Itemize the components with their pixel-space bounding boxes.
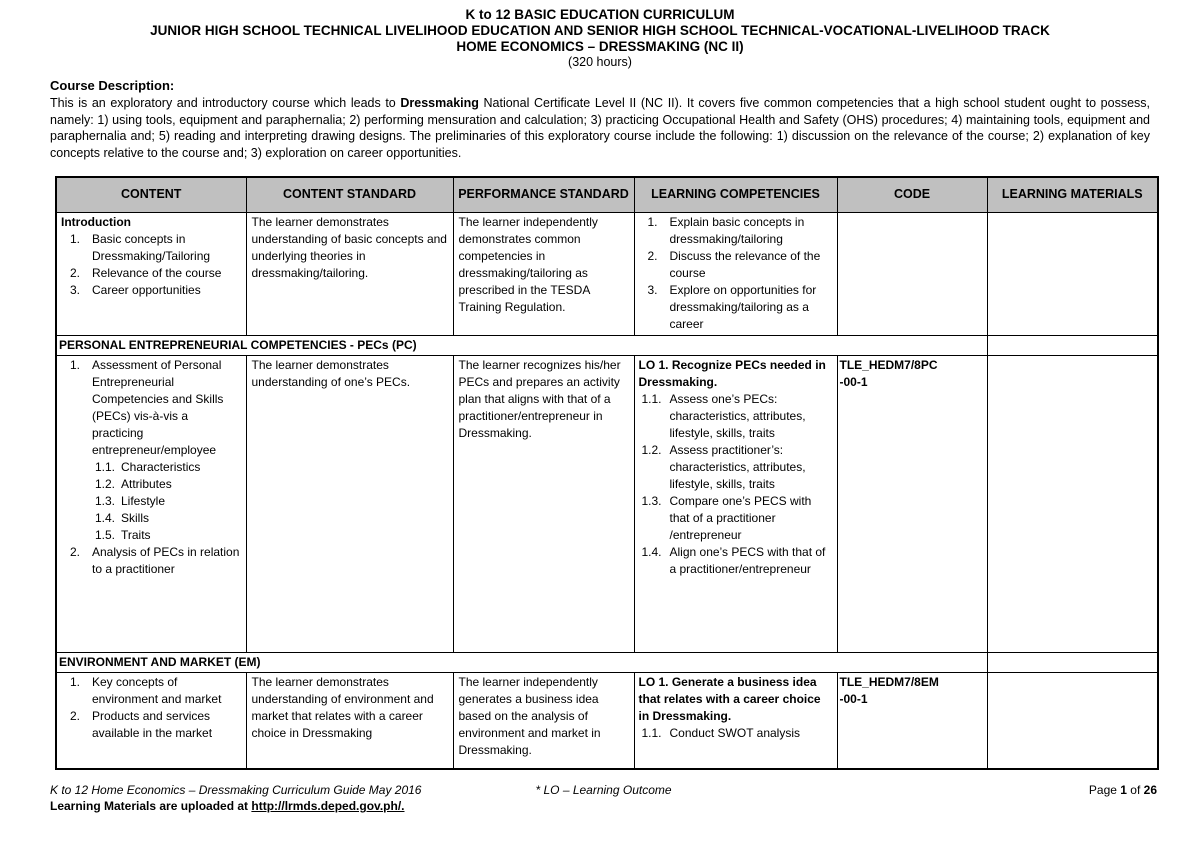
list-number: 1.3. xyxy=(95,493,116,508)
list-number: 1.2. xyxy=(641,442,662,457)
intro-code-cell xyxy=(837,212,987,335)
list-number: 2. xyxy=(70,265,81,280)
list-item xyxy=(637,214,834,248)
sub-list-item xyxy=(59,476,243,493)
list-number: 2. xyxy=(647,248,658,263)
header-line-1: K to 12 BASIC EDUCATION CURRICULUM xyxy=(465,7,735,22)
footer-materials-note xyxy=(50,799,1157,813)
section-title-em: ENVIRONMENT AND MARKET (EM) xyxy=(56,652,987,672)
section-pec-materials-cell xyxy=(987,335,1158,355)
materials-note-text: Learning Materials are uploaded at xyxy=(50,799,252,813)
list-number: 1.1. xyxy=(641,725,662,740)
list-text: Assessment of Personal Entrepreneurial Competencies and Skills (PECs) vis-à-vis a practicing entrepreneur/employee xyxy=(92,357,224,457)
list-text: Skills xyxy=(121,510,150,525)
table-row-pec xyxy=(56,355,1158,652)
learning-outcome-title: LO 1. Recognize PECs needed in Dressmaking. xyxy=(638,357,826,389)
list-text: Conduct SWOT analysis xyxy=(669,725,800,740)
list-item xyxy=(59,357,243,459)
description-text-part2: National Certificate Level II (NC II). It covers five common competencies that a high school student ought to possess, namely: 1) using tools, equipment and paraphernalia; 2) performing mensuration and calculation; 3) practicing Occupational Health and Safety (OHS) procedures; 4) maintaining tools, equipment and paraphernalia and; 5) reading and interpreting drawing designs. The preliminaries of this exploratory course include the following: 1) discussion on the relevance of the course; 2) explanation of key concepts relative to the course and; 3) exploration on career opportunities. xyxy=(50,96,1150,160)
intro-content-standard-cell xyxy=(246,212,453,335)
list-item xyxy=(59,674,243,708)
section-row-em xyxy=(56,652,1158,672)
content-standard-text: The learner demonstrates understanding of basic concepts and underlying theories in dressmaking/tailoring. xyxy=(251,214,447,280)
performance-standard-text: The learner independently demonstrates common competencies in dressmaking/tailoring as prescribed in the TESDA Training Regulation. xyxy=(458,214,598,314)
list-text: Attributes xyxy=(121,476,172,491)
list-number: 3. xyxy=(647,282,658,297)
list-number: 1.2. xyxy=(95,476,116,491)
em-materials-cell xyxy=(987,672,1158,769)
list-text: Products and services available in the market xyxy=(92,708,213,740)
sub-list-item xyxy=(59,510,243,527)
page-label: Page xyxy=(1088,783,1121,797)
table-row-introduction xyxy=(56,212,1158,335)
list-number: 1.5. xyxy=(95,527,116,542)
list-text: Explain basic concepts in dressmaking/tailoring xyxy=(669,214,805,246)
description-text-part1: This is an exploratory and introductory course which leads to xyxy=(50,96,401,110)
code-line: TLE_HEDM7/8PC xyxy=(839,357,938,372)
table-header-row xyxy=(56,177,1158,212)
section-title-pec: PERSONAL ENTREPRENEURIAL COMPETENCIES - PECs (PC) xyxy=(56,335,987,355)
column-header-content-standard: CONTENT STANDARD xyxy=(246,177,453,212)
lo-list-item xyxy=(637,725,834,742)
column-header-code: CODE xyxy=(837,177,987,212)
column-header-learning-materials: LEARNING MATERIALS xyxy=(987,177,1158,212)
list-number: 1.1. xyxy=(95,459,116,474)
column-header-learning-competencies: LEARNING COMPETENCIES xyxy=(634,177,837,212)
learning-outcome-title: LO 1. Generate a business idea that relates with a career choice in Dressmaking. xyxy=(638,674,821,723)
list-text: Assess one’s PECs: characteristics, attributes, lifestyle, skills, traits xyxy=(669,391,806,440)
list-number: 2. xyxy=(70,544,81,559)
em-performance-standard-cell xyxy=(453,672,634,769)
list-number: 3. xyxy=(70,282,81,297)
list-item xyxy=(59,265,243,282)
page-current: 1 xyxy=(1120,783,1127,797)
em-content-cell xyxy=(56,672,246,769)
list-number: 1. xyxy=(70,231,81,246)
list-number: 1.4. xyxy=(641,544,662,559)
list-text: Assess practitioner’s: characteristics, attributes, lifestyle, skills, traits xyxy=(669,442,806,491)
list-text: Characteristics xyxy=(121,459,201,474)
pec-content-standard-cell xyxy=(246,355,453,652)
sub-list-item xyxy=(59,527,243,544)
footer-document-title: K to 12 Home Economics – Dressmaking Curriculum Guide May 2016 xyxy=(50,783,422,797)
list-text: Compare one’s PECS with that of a practitioner /entrepreneur xyxy=(669,493,812,542)
list-text: Key concepts of environment and market xyxy=(92,674,222,706)
list-number: 1. xyxy=(70,674,81,689)
intro-content-title: Introduction xyxy=(61,214,131,229)
intro-content-cell xyxy=(56,212,246,335)
pec-content-cell xyxy=(56,355,246,652)
column-header-content: CONTENT xyxy=(56,177,246,212)
pec-code-cell xyxy=(837,355,987,652)
header-line-3: HOME ECONOMICS – DRESSMAKING (NC II) xyxy=(456,39,744,54)
header-line-2: JUNIOR HIGH SCHOOL TECHNICAL LIVELIHOOD EDUCATION AND SENIOR HIGH SCHOOL TECHNICAL-VOCATIONAL-LIVELIHOOD TRACK xyxy=(150,23,1050,38)
code-line: -00-1 xyxy=(839,374,868,389)
pec-performance-standard-cell xyxy=(453,355,634,652)
curriculum-table xyxy=(55,176,1159,770)
footer-lo-note: * LO – Learning Outcome xyxy=(535,783,672,797)
list-number: 1. xyxy=(70,357,81,372)
page-of-label: of xyxy=(1126,783,1144,797)
page-total: 26 xyxy=(1143,783,1158,797)
list-item xyxy=(59,544,243,578)
code-line: -00-1 xyxy=(839,691,868,706)
footer-row xyxy=(50,783,1157,797)
list-number: 2. xyxy=(70,708,81,723)
table-row-em xyxy=(56,672,1158,769)
column-header-performance-standard: PERFORMANCE STANDARD xyxy=(453,177,634,212)
lo-list-item xyxy=(637,493,834,544)
course-description-section xyxy=(50,78,1150,161)
list-item xyxy=(637,248,834,282)
intro-materials-cell xyxy=(987,212,1158,335)
course-description-label: Course Description: xyxy=(50,78,175,93)
list-text: Basic concepts in Dressmaking/Tailoring xyxy=(92,231,211,263)
list-number: 1.1. xyxy=(641,391,662,406)
materials-url-link[interactable]: http://lrmds.deped.gov.ph/. xyxy=(251,799,405,813)
footer-page-number xyxy=(672,783,1157,797)
intro-competencies-cell xyxy=(634,212,837,335)
list-item xyxy=(59,282,243,299)
list-number: 1. xyxy=(647,214,658,229)
list-item xyxy=(637,282,834,333)
performance-standard-text: The learner independently generates a business idea based on the analysis of environment and market in Dressmaking. xyxy=(458,674,601,757)
list-text: Relevance of the course xyxy=(92,265,222,280)
pec-materials-cell xyxy=(987,355,1158,652)
list-text: Traits xyxy=(121,527,151,542)
content-standard-text: The learner demonstrates understanding of one’s PECs. xyxy=(251,357,411,389)
intro-performance-standard-cell xyxy=(453,212,634,335)
page-footer xyxy=(50,783,1157,813)
list-number: 1.3. xyxy=(641,493,662,508)
section-em-materials-cell xyxy=(987,652,1158,672)
header-line-hours: (320 hours) xyxy=(568,55,632,69)
list-item xyxy=(59,708,243,742)
performance-standard-text: The learner recognizes his/her PECs and prepares an activity plan that aligns with that of a practitioner/entrepreneur in Dressmaking. xyxy=(458,357,621,440)
lo-list-item xyxy=(637,544,834,578)
course-description-text xyxy=(50,95,1150,161)
list-text: Explore on opportunities for dressmaking/tailoring as a career xyxy=(669,282,817,331)
em-competencies-cell xyxy=(634,672,837,769)
sub-list-item xyxy=(59,459,243,476)
list-text: Discuss the relevance of the course xyxy=(669,248,821,280)
list-text: Analysis of PECs in relation to a practitioner xyxy=(92,544,240,576)
lo-list-item xyxy=(637,391,834,442)
section-row-pec xyxy=(56,335,1158,355)
list-number: 1.4. xyxy=(95,510,116,525)
em-content-standard-cell xyxy=(246,672,453,769)
code-line: TLE_HEDM7/8EM xyxy=(839,674,939,689)
description-bold-word: Dressmaking xyxy=(400,96,479,110)
list-text: Align one’s PECS with that of a practitioner/entrepreneur xyxy=(669,544,826,576)
em-code-cell xyxy=(837,672,987,769)
pec-competencies-cell xyxy=(634,355,837,652)
list-text: Lifestyle xyxy=(121,493,166,508)
lo-list-item xyxy=(637,442,834,493)
list-text: Career opportunities xyxy=(92,282,201,297)
sub-list-item xyxy=(59,493,243,510)
list-item xyxy=(59,231,243,265)
content-standard-text: The learner demonstrates understanding of environment and market that relates with a career choice in Dressmaking xyxy=(251,674,434,740)
document-header xyxy=(0,7,1200,70)
